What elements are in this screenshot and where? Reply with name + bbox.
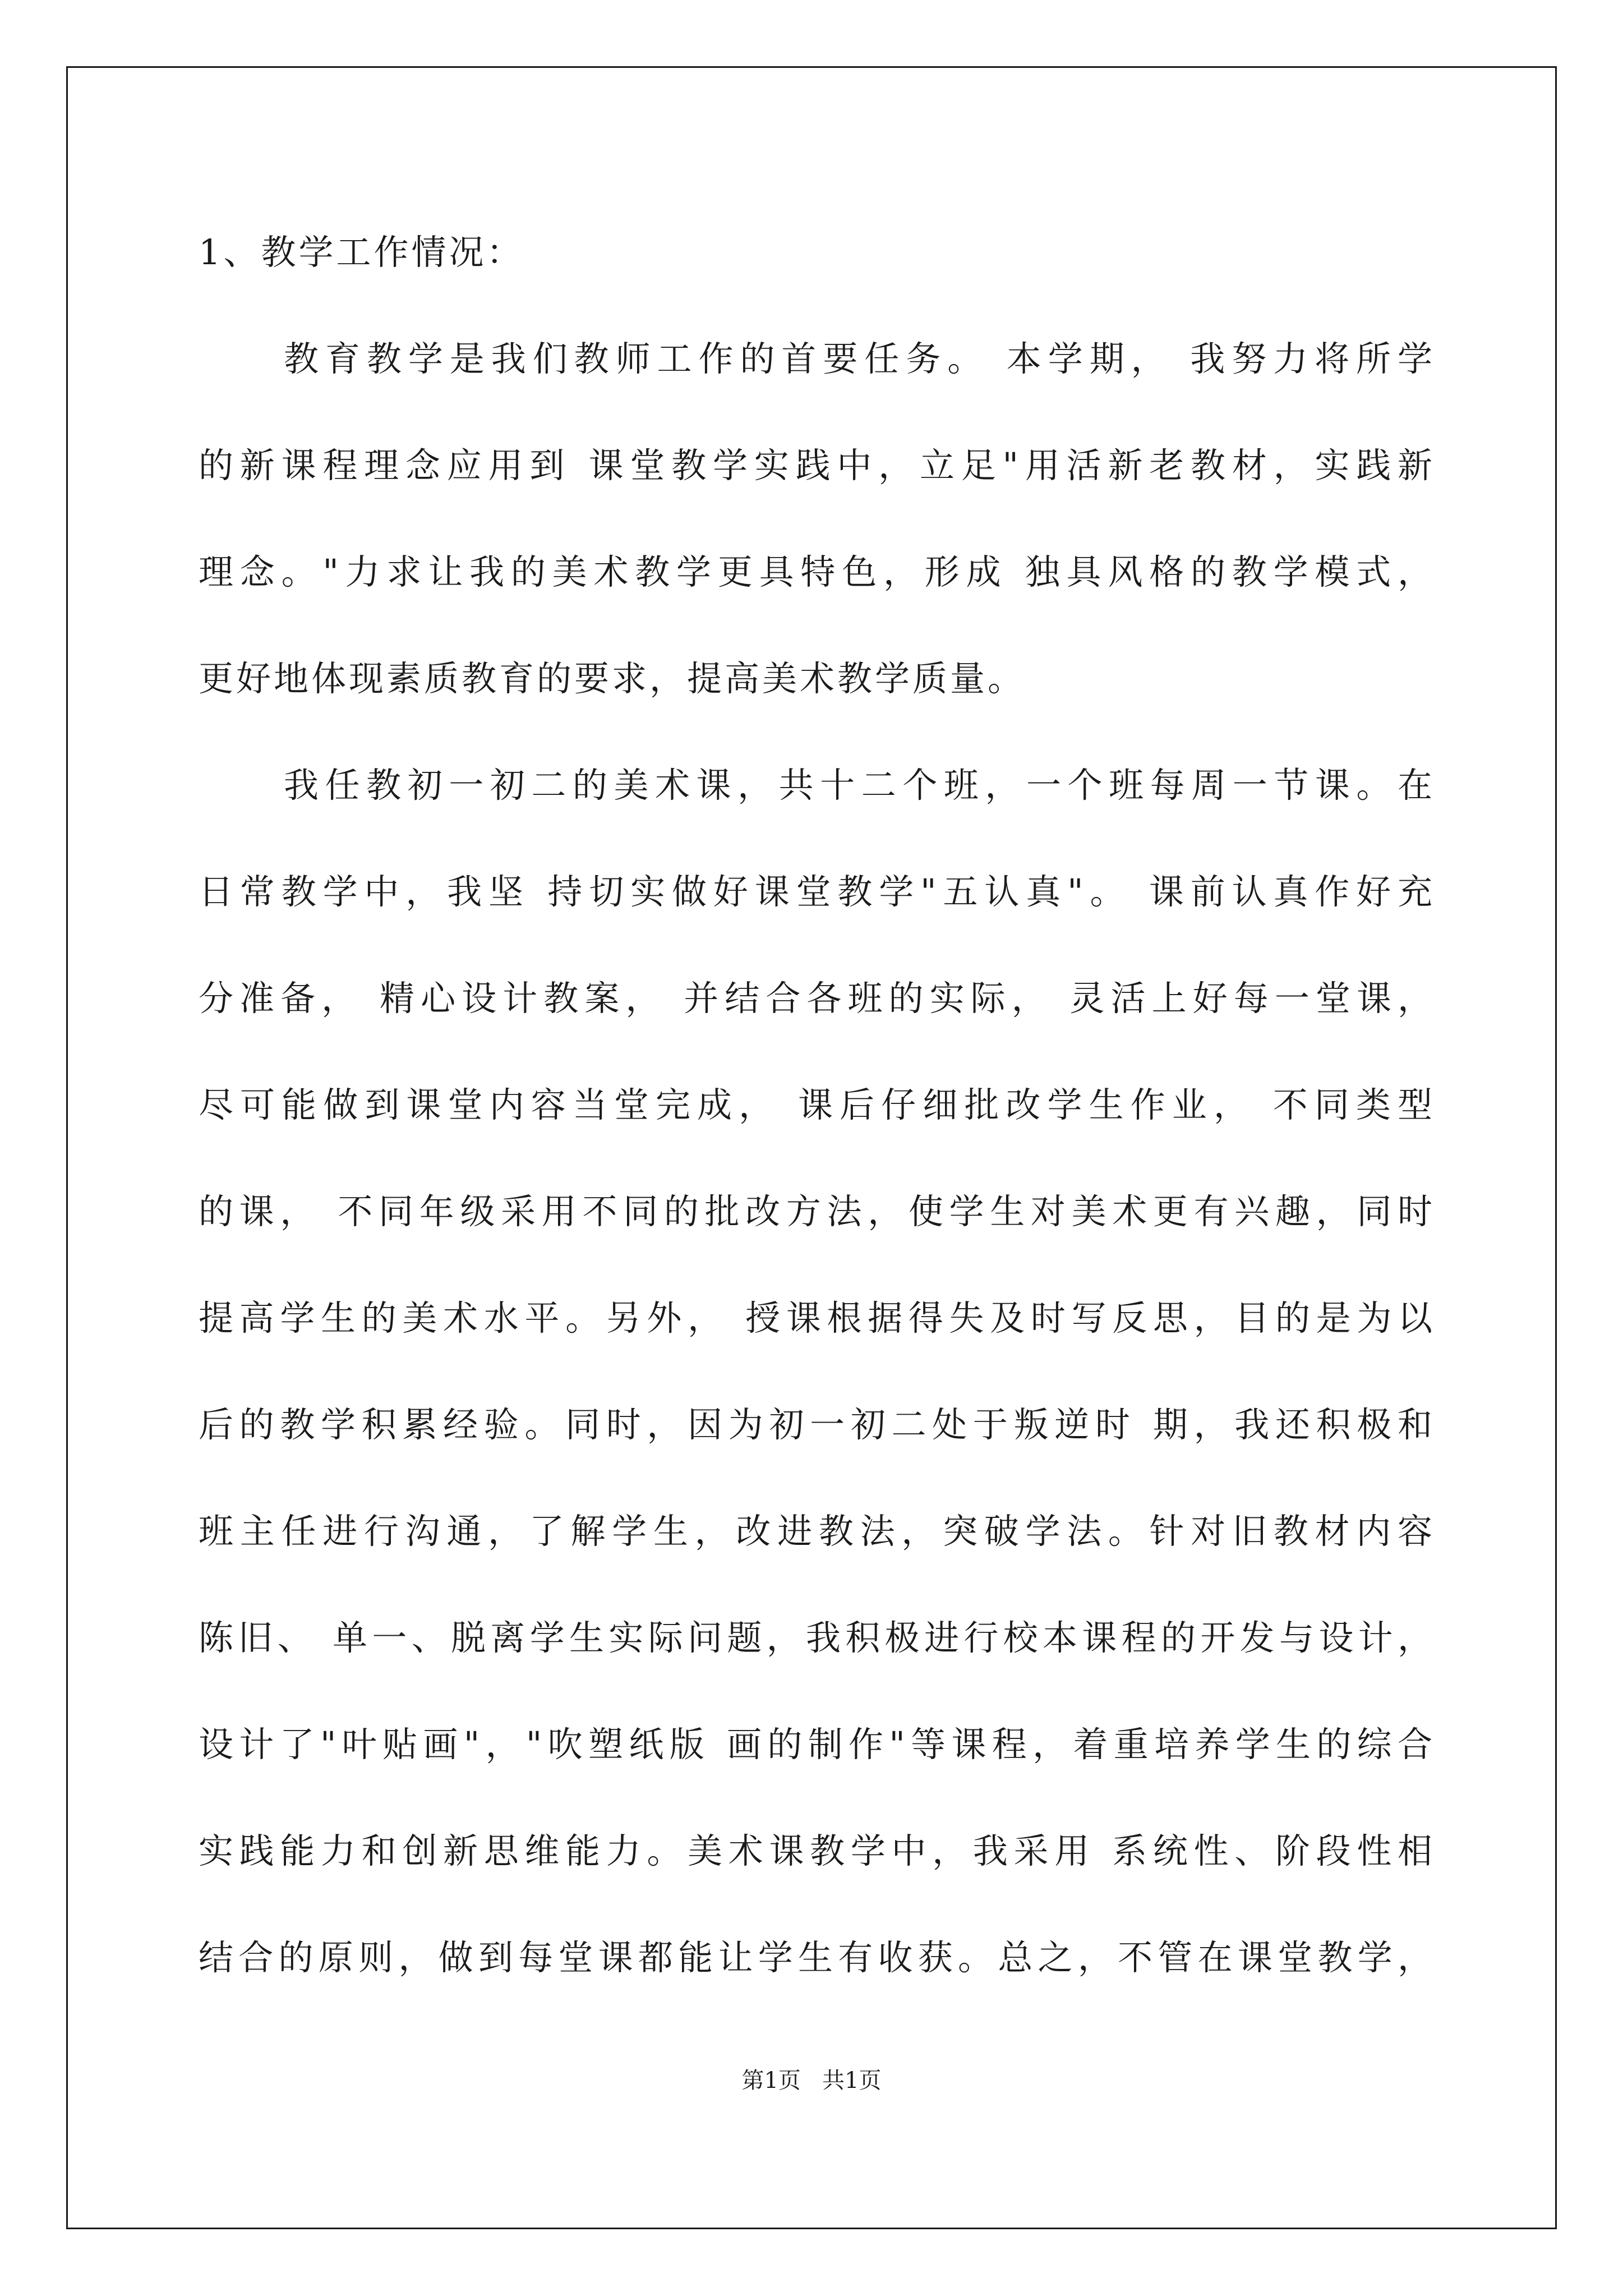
page-border bbox=[66, 66, 1557, 2229]
paragraph-line: 尽可能做到课堂内容当堂完成， 课后仔细批改学生作业， 不同类型 bbox=[199, 1084, 1432, 1125]
paragraph-line: 更好地体现素质教育的要求，提高美术教学质量。 bbox=[199, 658, 1026, 699]
paragraph-line: 教育教学是我们教师工作的首要任务。 本学期， 我努力将所学 bbox=[284, 338, 1432, 379]
paragraph-line: 的课， 不同年级采用不同的批改方法，使学生对美术更有兴趣，同时 bbox=[199, 1191, 1432, 1232]
paragraph-line: 的新课程理念应用到 课堂教学实践中，立足"用活新老教材，实践新 bbox=[199, 445, 1432, 486]
paragraph-line: 理念。"力求让我的美术教学更具特色，形成 独具风格的教学模式， bbox=[199, 551, 1432, 592]
paragraph-line: 设计了"叶贴画"，"吹塑纸版 画的制作"等课程，着重培养学生的综合 bbox=[199, 1724, 1432, 1765]
paragraph-line: 我任教初一初二的美术课，共十二个班，一个班每周一节课。在 bbox=[284, 765, 1432, 806]
paragraph-line: 后的教学积累经验。同时，因为初一初二处于叛逆时 期，我还积极和 bbox=[199, 1404, 1432, 1445]
page-number-footer: 第1页 共1页 bbox=[741, 2068, 882, 2093]
paragraph-line: 陈旧、 单一、脱离学生实际问题，我积极进行校本课程的开发与设计， bbox=[199, 1617, 1432, 1658]
paragraph-line: 提高学生的美术水平。另外， 授课根据得失及时写反思，目的是为以 bbox=[199, 1297, 1432, 1338]
paragraph-line: 实践能力和创新思维能力。美术课教学中，我采用 系统性、阶段性相 bbox=[199, 1830, 1432, 1871]
paragraph-line: 日常教学中，我坚 持切实做好课堂教学"五认真"。 课前认真作好充 bbox=[199, 871, 1432, 912]
paragraph-line: 班主任进行沟通，了解学生，改进教法，突破学法。针对旧教材内容 bbox=[199, 1511, 1432, 1552]
paragraph-line: 分准备， 精心设计教案， 并结合各班的实际， 灵活上好每一堂课， bbox=[199, 978, 1432, 1019]
paragraph-line: 结合的原则，做到每堂课都能让学生有收获。总之，不管在课堂教学， bbox=[199, 1937, 1432, 1978]
section-heading: 1、教学工作情况： bbox=[199, 232, 524, 273]
